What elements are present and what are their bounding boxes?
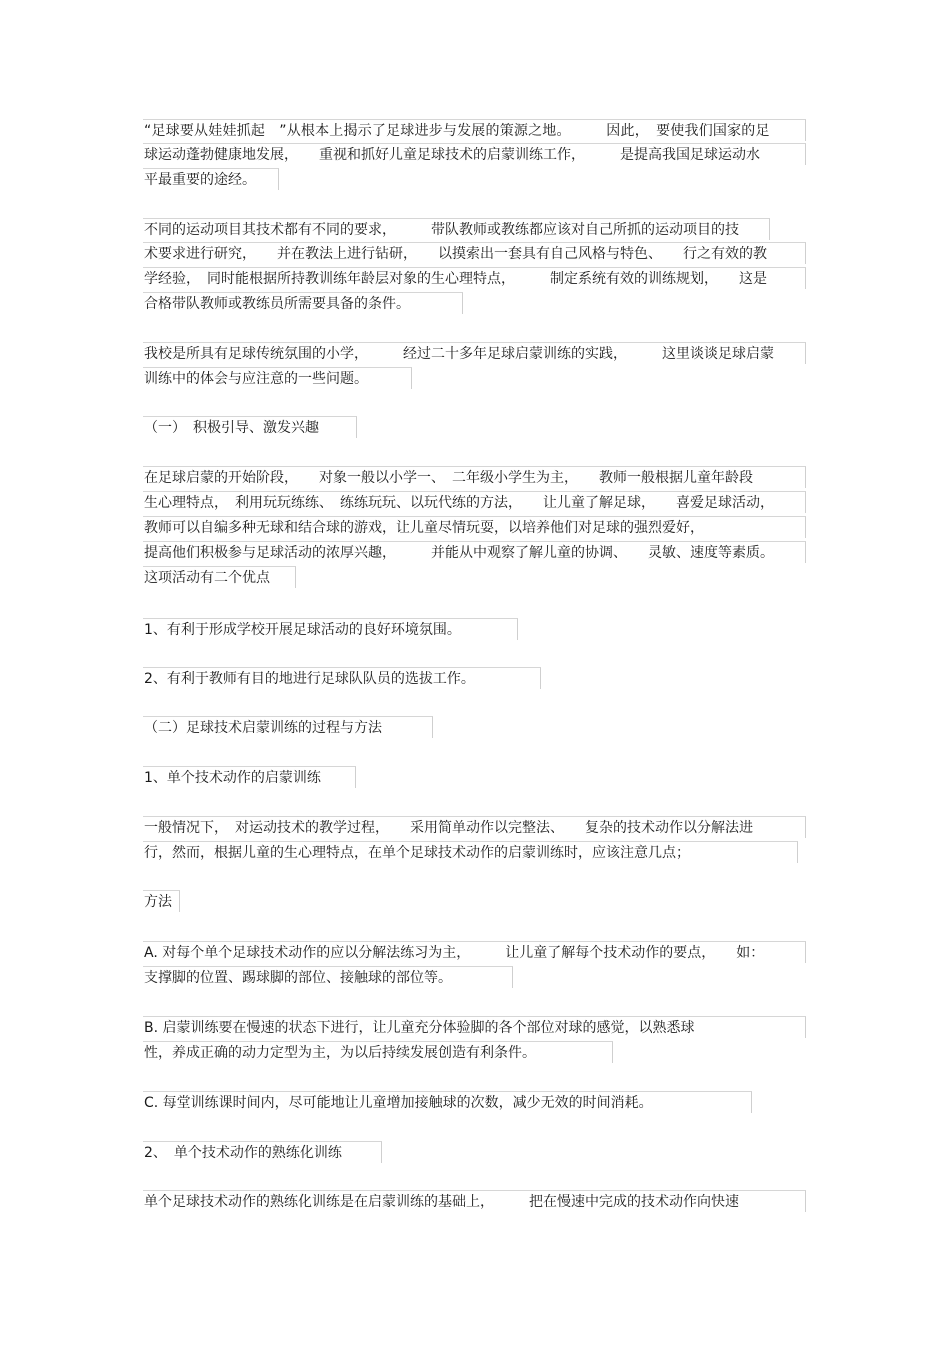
text-line: 提高他们积极参与足球活动的浓厚兴趣， 并能从中观察了解儿童的协调、 灵敏、速度等素质。 bbox=[143, 541, 806, 563]
section-heading-1: （一） 积极引导、激发兴趣 bbox=[143, 416, 357, 438]
text-line: 平最重要的途经。 bbox=[143, 168, 279, 190]
list-item: 2、有利于教师有目的地进行足球队队员的选拔工作。 bbox=[143, 667, 541, 689]
text-line: B. 启蒙训练要在慢速的状态下进行，让儿童充分体验脚的各个部位对球的感觉，以熟悉球 bbox=[143, 1016, 806, 1038]
list-item: 1、有利于形成学校开展足球活动的良好环境氛围。 bbox=[143, 618, 518, 640]
text-line: 不同的运动项目其技术都有不同的要求， 带队教师或教练都应该对自己所抓的运动项目的技 bbox=[143, 218, 770, 240]
text-line: 我校是所具有足球传统氛围的小学， 经过二十多年足球启蒙训练的实践， 这里谈谈足球启蒙 bbox=[143, 342, 806, 364]
text-line: 一般情况下， 对运动技术的教学过程， 采用简单动作以完整法、 复杂的技术动作以分解法进 bbox=[143, 816, 806, 838]
text-line: 训练中的体会与应注意的一些问题。 bbox=[143, 367, 412, 389]
text-line: 合格带队教师或教练员所需要具备的条件。 bbox=[143, 292, 463, 314]
text-line: 教师可以自编多种无球和结合球的游戏，让儿童尽情玩耍，以培养他们对足球的强烈爱好， bbox=[143, 516, 806, 538]
text-line: 这项活动有二个优点 bbox=[143, 566, 296, 588]
text-line: 行，然而，根据儿童的生心理特点，在单个足球技术动作的启蒙训练时，应该注意几点； bbox=[143, 841, 798, 863]
text-line: 球运动蓬勃健康地发展， 重视和抓好儿童足球技术的启蒙训练工作， 是提高我国足球运动水 bbox=[143, 143, 806, 165]
text-line: “足球要从娃娃抓起 ”从根本上揭示了足球进步与发展的策源之地。 因此， 要使我们国家的足 bbox=[143, 119, 806, 141]
text-line: 术要求进行研究， 并在教法上进行钻研， 以摸索出一套具有自己风格与特色、 行之有效的教 bbox=[143, 242, 806, 264]
text-line: 生心理特点， 利用玩玩练练、 练练玩玩、以玩代练的方法， 让儿童了解足球， 喜爱足球活动， bbox=[143, 491, 806, 513]
text-line: 在足球启蒙的开始阶段， 对象一般以小学一、 二年级小学生为主， 教师一般根据儿童年龄段 bbox=[143, 466, 806, 488]
text-line: A. 对每个单个足球技术动作的应以分解法练习为主， 让儿童了解每个技术动作的要点， 如： bbox=[143, 941, 806, 963]
section-heading-2: （二）足球技术启蒙训练的过程与方法 bbox=[143, 716, 433, 738]
method-label: 方法 bbox=[143, 890, 180, 912]
item-c: C. 每堂训练课时间内，尽可能地让儿童增加接触球的次数，减少无效的时间消耗。 bbox=[143, 1091, 752, 1113]
text-line: 性，养成正确的动力定型为主，为以后持续发展创造有利条件。 bbox=[143, 1041, 613, 1063]
text-line: 支撑脚的位置、踢球脚的部位、接触球的部位等。 bbox=[143, 966, 513, 988]
paragraph-6: 单个足球技术动作的熟练化训练是在启蒙训练的基础上， 把在慢速中完成的技术动作向快速 bbox=[143, 1190, 806, 1212]
text-line: 学经验， 同时能根据所持教训练年龄层对象的生心理特点， 制定系统有效的训练规划， 这是 bbox=[143, 267, 806, 289]
subsection-heading-2: 2、 单个技术动作的熟练化训练 bbox=[143, 1141, 382, 1163]
subsection-heading-1: 1、单个技术动作的启蒙训练 bbox=[143, 766, 356, 788]
